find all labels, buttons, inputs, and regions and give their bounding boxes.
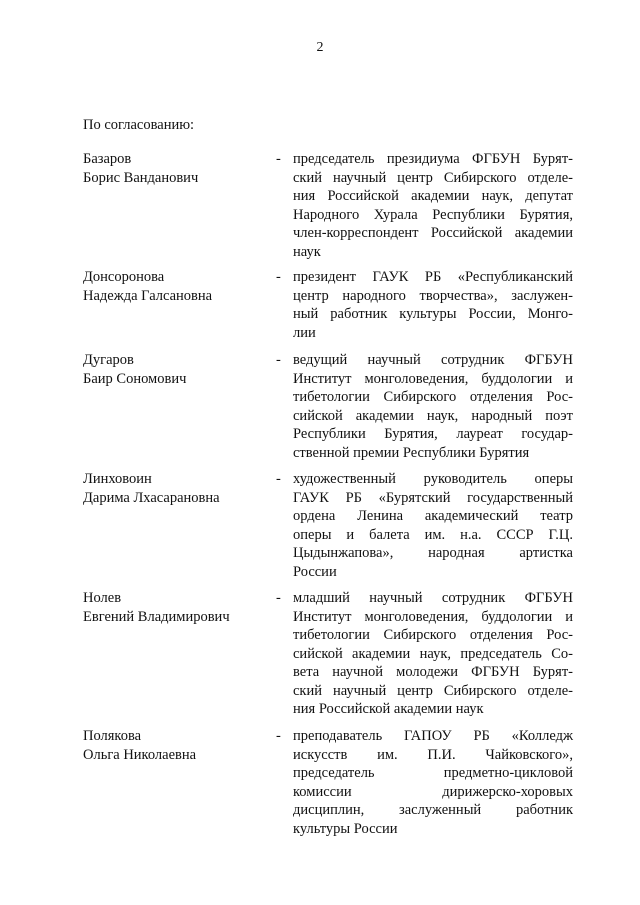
page-number: 2 — [316, 40, 324, 55]
surname: Полякова — [83, 728, 142, 744]
desc-line: Народного Хурала Республики Бурятия, — [293, 206, 573, 223]
given-name: Ольга Николаевна — [83, 746, 197, 763]
position-description — [293, 589, 573, 719]
desc-line: Цыдынжапова», народная артистка — [293, 545, 573, 561]
desc-line: сийской академии наук, народный поэт — [293, 407, 573, 424]
position-description — [293, 150, 573, 261]
given-name: Евгений Владимирович — [83, 608, 230, 625]
dash-separator: - — [276, 728, 281, 744]
person-name — [83, 727, 273, 764]
dash-separator: - — [276, 151, 281, 167]
desc-line: член-корреспондент Российской академии — [293, 225, 573, 241]
desc-line: искусств им. П.И. Чайковского», — [293, 746, 573, 763]
approval-heading: По согласованию: — [83, 117, 195, 133]
dash-separator: - — [276, 590, 281, 606]
surname: Базаров — [83, 151, 132, 167]
dash-separator: - — [276, 352, 281, 368]
desc-line: художественный руководитель оперы — [293, 471, 573, 487]
person-name — [83, 470, 273, 507]
desc-line: культуры России — [293, 820, 398, 837]
position-description — [293, 727, 573, 838]
desc-line: Республики Бурятия, лауреат государ- — [293, 426, 573, 442]
surname: Линховоин — [83, 471, 152, 487]
desc-line: председатель президиума ФГБУН Бурят- — [293, 151, 573, 167]
desc-line: тибетологии Сибирского отделения Рос- — [293, 627, 573, 643]
given-name: Дарима Лхасарановна — [83, 489, 220, 506]
surname: Дугаров — [83, 352, 134, 368]
desc-line: ственной премии Республики Бурятия — [293, 444, 530, 461]
given-name: Надежда Галсановна — [83, 287, 213, 304]
desc-line: вета научной молодежи ФГБУН Бурят- — [293, 664, 573, 680]
person-name — [83, 150, 273, 187]
desc-line: младший научный сотрудник ФГБУН — [293, 590, 573, 606]
dash-separator: - — [276, 471, 281, 487]
desc-line: наук — [293, 243, 321, 260]
desc-line: ГАУК РБ «Бурятский государственный — [293, 489, 573, 506]
desc-line: ский научный центр Сибирского отделе- — [293, 682, 573, 699]
given-name: Баир Сономович — [83, 370, 187, 387]
person-name — [83, 268, 273, 305]
desc-line: комиссии дирижерско-хоровых — [293, 783, 573, 800]
desc-line: центр народного творчества», заслужен- — [293, 287, 573, 304]
desc-line: ния Российской академии наук — [293, 701, 484, 717]
desc-line: президент ГАУК РБ «Республиканский — [293, 269, 573, 285]
position-description — [293, 351, 573, 462]
position-description — [293, 470, 573, 581]
desc-line: председатель предметно-цикловой — [293, 765, 573, 781]
desc-line: Институт монголоведения, буддологии и — [293, 370, 573, 387]
desc-line: ния Российской академии наук, депутат — [293, 188, 573, 204]
surname: Нолев — [83, 590, 122, 606]
desc-line: сийской академии наук, председатель Со- — [293, 645, 573, 662]
dash-separator: - — [276, 269, 281, 285]
person-name — [83, 589, 273, 626]
desc-line: преподаватель ГАПОУ РБ «Колледж — [293, 728, 573, 744]
position-description — [293, 268, 573, 342]
desc-line: оперы и балета им. н.а. СССР Г.Ц. — [293, 526, 573, 543]
desc-line: ордена Ленина академический театр — [293, 508, 573, 524]
desc-line: ный работник культуры России, Монго- — [293, 306, 573, 322]
desc-line: лии — [293, 324, 316, 341]
desc-line: ский научный центр Сибирского отделе- — [293, 169, 573, 186]
desc-line: Институт монголоведения, буддологии и — [293, 608, 573, 625]
desc-line: России — [293, 563, 337, 580]
desc-line: дисциплин, заслуженный работник — [293, 802, 573, 818]
surname: Донсоронова — [83, 269, 165, 285]
person-name — [83, 351, 273, 388]
desc-line: тибетологии Сибирского отделения Рос- — [293, 389, 573, 405]
given-name: Борис Ванданович — [83, 169, 199, 186]
desc-line: ведущий научный сотрудник ФГБУН — [293, 352, 573, 368]
